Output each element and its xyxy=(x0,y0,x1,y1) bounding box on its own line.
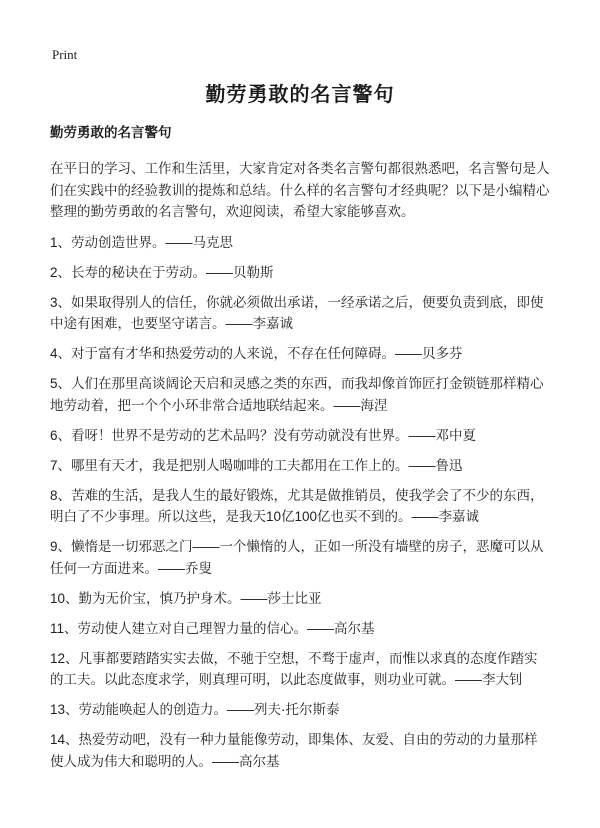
quote-item-12: 12、凡事都要踏踏实实去做，不驰于空想，不骛于虚声，而惟以求真的态度作踏实的工夫。以此态度求学，则真理可明，以此态度做事，则功业可就。——李大钊 xyxy=(50,650,538,687)
quote-item-8: 8、苦难的生活，是我人生的最好锻炼，尤其是做推销员，使我学会了不少的东西，明白了不少事理。所以这些，是我天10亿100亿也买不到的。——李嘉诚 xyxy=(50,487,544,524)
quote-item-10: 10、勤为无价宝，慎乃护身术。——莎士比亚 xyxy=(50,590,322,606)
quote-item-9: 9、懒惰是一切邪恶之门——一个懒惰的人，正如一所没有墙壁的房子，恶魔可以从任何一方面进来。——乔叟 xyxy=(50,539,544,576)
quote-item-11: 11、劳动使人建立对自己理智力量的信心。——高尔基 xyxy=(50,620,375,636)
quote-item-3: 3、如果取得别人的信任，你就必须做出承诺，一经承诺之后，便要负责到底，即使中途有困难，也要坚守诺言。——李嘉诚 xyxy=(50,294,544,331)
page-title: 勤劳勇敢的名言警句 xyxy=(205,84,395,106)
quote-item-7: 7、哪里有天才，我是把别人喝咖啡的工夫都用在工作上的。——鲁迅 xyxy=(50,457,463,473)
quote-item-1: 1、劳动创造世界。——马克思 xyxy=(50,234,234,250)
article-subtitle: 勤劳勇敢的名言警句 xyxy=(50,125,172,140)
print-link[interactable]: Print xyxy=(52,47,78,62)
quote-item-2: 2、长寿的秘诀在于劳动。——贝勒斯 xyxy=(50,264,274,280)
quote-item-13: 13、劳动能唤起人的创造力。——列夫·托尔斯泰 xyxy=(50,702,340,717)
quote-item-5: 5、人们在那里高谈阔论天启和灵感之类的东西，而我却像首饰匠打金锁链那样精心地劳动着，把一个个小环非常合适地联结起来。——海涅 xyxy=(50,376,544,413)
quote-item-14: 14、热爱劳动吧，没有一种力量能像劳动，即集体、友爱、自由的劳动的力量那样使人成为伟大和聪明的人。——高尔基 xyxy=(50,732,538,769)
quote-item-4: 4、对于富有才华和热爱劳动的人来说，不存在任何障碍。——贝多芬 xyxy=(50,346,463,361)
quote-item-6: 6、看呀！世界不是劳动的艺术品吗？没有劳动就没有世界。——邓中夏 xyxy=(50,427,477,443)
intro-paragraph: 在平日的学习、工作和生活里，大家肯定对各类名言警句都很熟悉吧，名言警句是人们在实践中的经验教训的提炼和总结。什么样的名言警句才经典呢？以下是小编精心整理的勤劳勇敢的名言警句，欢迎阅读，希望大家能够喜欢。 xyxy=(50,161,550,219)
